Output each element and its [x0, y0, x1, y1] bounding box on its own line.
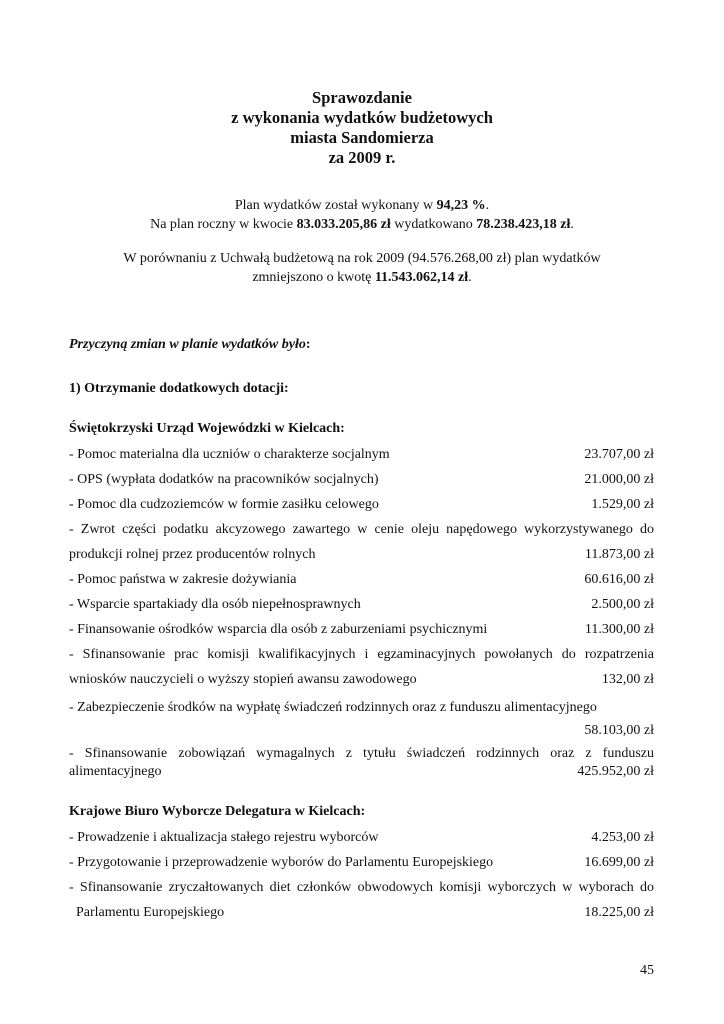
execution-percent: 94,23 %: [436, 198, 486, 213]
summary-line-4: [0, 268, 724, 287]
item-label: Parlamentu Europejskiego: [69, 905, 225, 920]
summary-text: zmniejszono o kwotę: [252, 270, 375, 285]
item-label: - Pomoc materialna dla uczniów o charakterze socjalnym: [69, 447, 390, 462]
section-heading-krajowe: Krajowe Biuro Wyborcze Delegatura w Kielcach:: [69, 804, 366, 819]
summary-line-1: [0, 196, 724, 215]
summary-punct: .: [485, 198, 490, 213]
item-amount: 425.952,00 zł: [577, 764, 654, 779]
item-label: - OPS (wypłata dodatków na pracowników socjalnych): [69, 472, 379, 487]
item-label: - Finansowanie ośrodków wsparcia dla osób z zaburzeniami psychicznymi: [69, 622, 488, 637]
title-line-3: miasta Sandomierza: [290, 128, 434, 147]
item-amount: 11.873,00 zł: [584, 547, 654, 562]
reduction-amount: 11.543.062,14 zł: [374, 270, 469, 285]
item-amount: 4.253,00 zł: [591, 830, 654, 845]
summary-line-3: W porównaniu z Uchwałą budżetową na rok 2009 (94.576.268,00 zł) plan wydatków: [123, 251, 601, 266]
title-line-1: Sprawozdanie: [312, 88, 412, 107]
item-amount: 58.103,00 zł: [584, 723, 654, 738]
item-amount: 23.707,00 zł: [584, 447, 654, 462]
item-label: alimentacyjnego: [69, 764, 162, 779]
item-amount: 2.500,00 zł: [591, 597, 654, 612]
item-label-wrapped: - Sfinansowanie zryczałtowanych diet członków obwodowych komisji wyborczych w wyborach do: [69, 880, 654, 895]
item-amount: 132,00 zł: [601, 672, 654, 687]
item-label: - Wsparcie spartakiady dla osób niepełnosprawnych: [69, 597, 361, 612]
item-label-wrapped: - Sfinansowanie zobowiązań wymagalnych z tytułu świadczeń rodzinnych oraz z funduszu: [69, 746, 654, 761]
title-line-4: za 2009 r.: [328, 148, 396, 167]
summary-text: Plan wydatków został wykonany w: [234, 198, 437, 213]
section-1-heading: 1) Otrzymanie dodatkowych dotacji:: [69, 381, 289, 396]
summary-punct: .: [570, 217, 574, 232]
item-amount: 60.616,00 zł: [584, 572, 654, 587]
summary-text: Na plan roczny w kwocie: [150, 217, 297, 232]
item-label: - Prowadzenie i aktualizacja stałego rejestru wyborców: [69, 830, 379, 845]
summary-punct: .: [468, 270, 472, 285]
page-number: 45: [640, 963, 654, 978]
item-label: - Przygotowanie i przeprowadzenie wyborów do Parlamentu Europejskiego: [69, 855, 494, 870]
item-label-wrapped: - Zwrot części podatku akcyzowego zawartego w cenie oleju napędowego wykorzystywanego do: [69, 522, 654, 537]
title-line-2: z wykonania wydatków budżetowych: [231, 108, 493, 127]
item-amount: 18.225,00 zł: [584, 905, 654, 920]
item-amount: 16.699,00 zł: [584, 855, 654, 870]
item-label: wniosków nauczycieli o wyższy stopień awansu zawodowego: [69, 672, 417, 687]
summary-text: wydatkowano: [390, 217, 477, 232]
item-label: - Zabezpieczenie środków na wypłatę świadczeń rodzinnych oraz z funduszu alimentacyjnego: [69, 700, 597, 715]
item-amount: 11.300,00 zł: [584, 622, 654, 637]
item-label-wrapped: - Sfinansowanie prac komisji kwalifikacyjnych i egzaminacyjnych powołanych do rozpatrzenia: [69, 647, 654, 662]
item-label: produkcji rolnej przez producentów rolnych: [69, 547, 316, 562]
item-amount: 21.000,00 zł: [584, 472, 654, 487]
section-heading-swietokrzyski: Świętokrzyski Urząd Wojewódzki w Kielcach:: [69, 421, 345, 436]
item-label: - Pomoc państwa w zakresie dożywiania: [69, 572, 297, 587]
annual-plan-amount: 83.033.205,86 zł: [296, 217, 391, 232]
summary-line-2: [0, 215, 724, 234]
reason-heading-text: Przyczyną zmian w planie wydatków było: [69, 337, 306, 352]
spent-amount: 78.238.423,18 zł: [476, 217, 571, 232]
reason-heading: [69, 336, 311, 354]
reason-colon: :: [305, 337, 311, 352]
item-amount: 1.529,00 zł: [591, 497, 654, 512]
item-label: - Pomoc dla cudzoziemców w formie zasiłku celowego: [69, 497, 379, 512]
